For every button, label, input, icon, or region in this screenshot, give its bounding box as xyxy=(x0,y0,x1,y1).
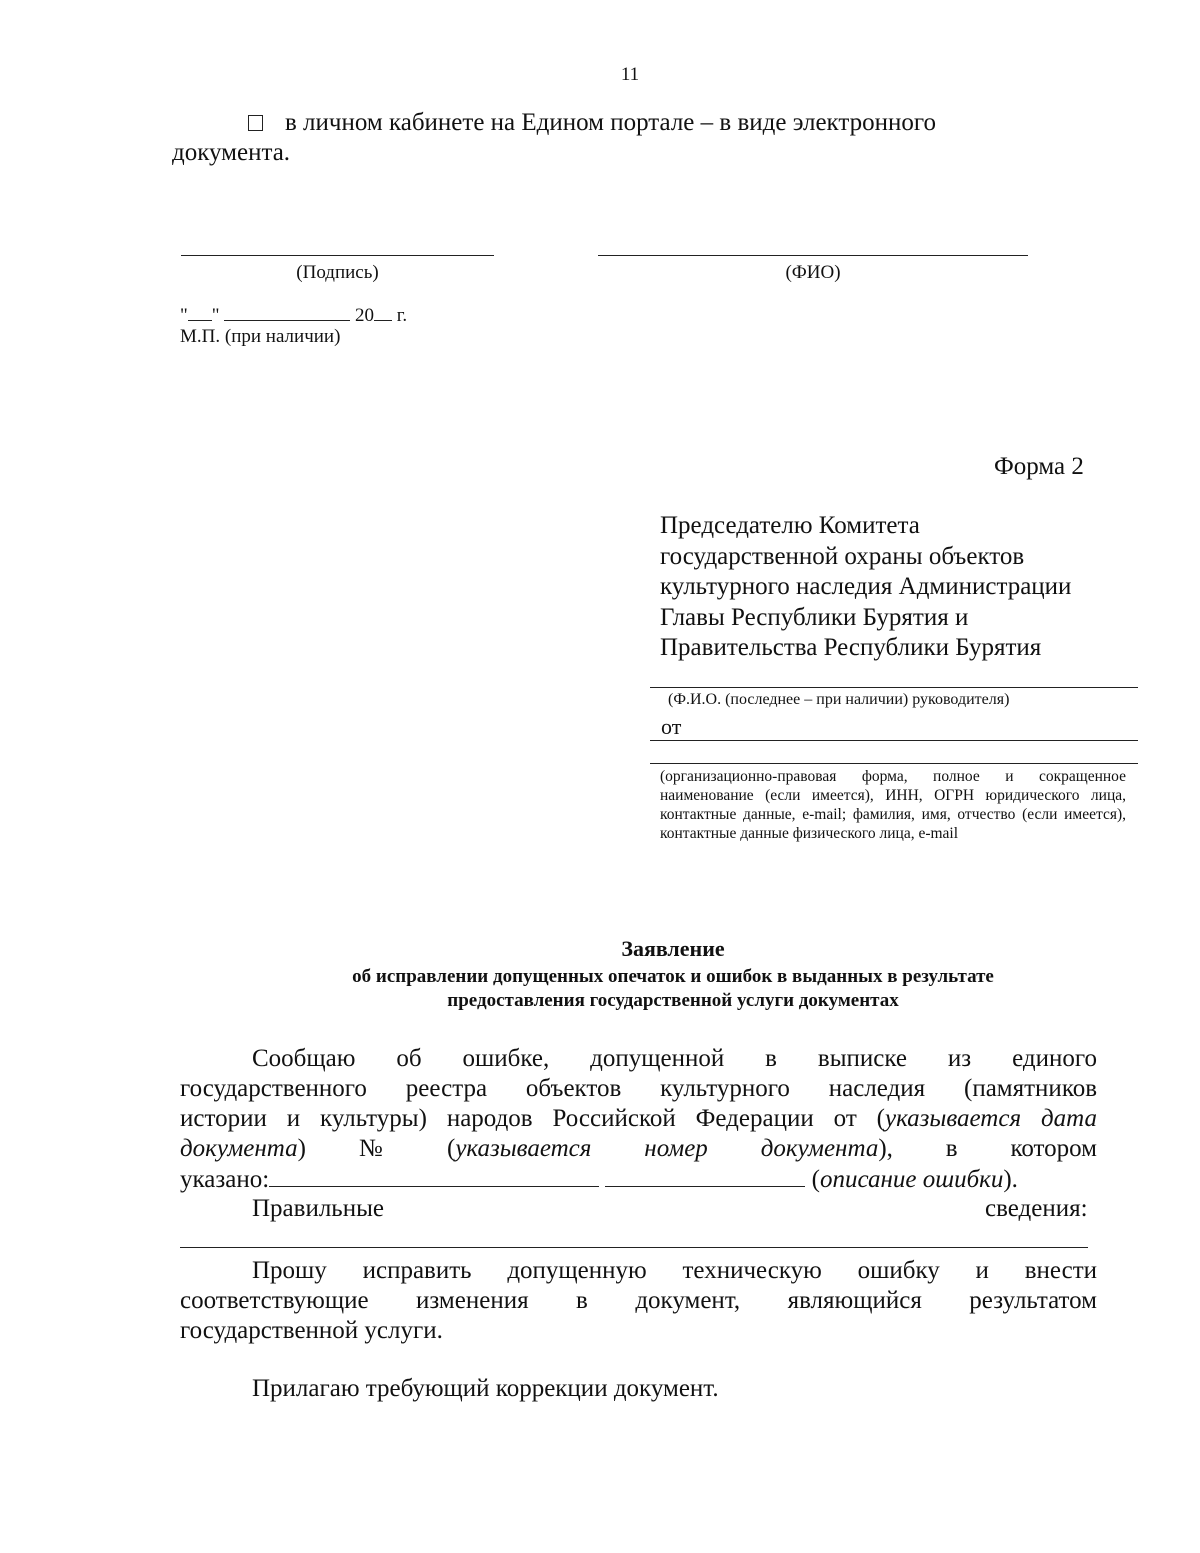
applicant-line-1[interactable] xyxy=(650,740,1138,741)
date-open-quote: " xyxy=(180,305,188,326)
body-p1-line4 xyxy=(180,1134,1097,1164)
error-blank-1[interactable] xyxy=(269,1164,599,1187)
applicant-caption: (организационно-правовая форма, полное и сокращенное наименование (если имеется), ИНН, ОГРН юридического лица, контактные данные, e-mail; фамилия, имя, отчество (если имеется), контактные данные физического лица, e-mail xyxy=(660,768,1126,842)
from-label: от xyxy=(661,714,682,739)
error-blank-2[interactable] xyxy=(605,1164,805,1187)
addressee-line: Правительства Республики Бурятия xyxy=(660,634,1042,661)
statement-title: Заявление xyxy=(621,936,725,961)
correct-info-label: Правильные xyxy=(252,1195,384,1222)
fio-caption: (ФИО) xyxy=(785,262,841,283)
correct-info-label-end: сведения: xyxy=(985,1195,1088,1222)
error-description-placeholder: описание ошибки xyxy=(820,1166,1004,1193)
month-blank[interactable] xyxy=(224,302,350,321)
addressee-line: государственной охраны объектов xyxy=(660,542,1025,570)
date-close-quote: " xyxy=(211,305,220,326)
body-p1-line4-end: ), в котором xyxy=(878,1135,1097,1162)
stamp-note: М.П. (при наличии) xyxy=(180,326,341,347)
signature-caption: (Подпись) xyxy=(296,262,379,283)
body-p1-line3-text: истории и культуры) народов Российской Федерации от ( xyxy=(180,1105,885,1132)
error-desc-close: ). xyxy=(1003,1166,1018,1193)
head-name-line[interactable] xyxy=(650,687,1138,688)
delivery-option xyxy=(248,108,936,138)
head-name-caption: (Ф.И.О. (последнее – при наличии) руководителя) xyxy=(668,691,1010,708)
doc-number-placeholder: указывается номер документа xyxy=(455,1135,879,1162)
addressee-line: культурного наследия Администрации xyxy=(660,573,1072,600)
attachment-note: Прилагаю требующий коррекции документ. xyxy=(252,1375,719,1402)
delivery-checkbox[interactable] xyxy=(248,115,263,131)
error-desc-open: ( xyxy=(811,1166,820,1193)
page-number: 11 xyxy=(620,64,640,85)
body-p1-line2: государственного реестра объектов культурного наследия (памятников xyxy=(180,1075,1097,1102)
addressee-line: Главы Республики Бурятия и xyxy=(660,603,969,631)
year-blank[interactable] xyxy=(374,302,392,321)
date-year-prefix: 20 xyxy=(355,305,375,326)
indicated-label: указано: xyxy=(180,1166,270,1193)
body-p1-line3 xyxy=(180,1104,1097,1134)
doc-number-sign: ) № ( xyxy=(297,1135,456,1162)
correct-info-line[interactable] xyxy=(180,1247,1088,1248)
applicant-line-2[interactable] xyxy=(650,763,1138,764)
delivery-option-text: в личном кабинете на Едином портале – в виде электронного xyxy=(285,109,936,136)
doc-word: документа xyxy=(180,1135,298,1162)
signature-line[interactable] xyxy=(181,255,494,256)
date-line xyxy=(180,302,407,327)
day-blank[interactable] xyxy=(188,302,212,321)
delivery-option-continuation: документа. xyxy=(172,139,291,166)
addressee-block xyxy=(660,511,1071,664)
statement-subtitle-line2: предоставления государственной услуги документах xyxy=(447,990,899,1011)
body-p1-line1: Сообщаю об ошибке, допущенной в выписке из единого xyxy=(252,1045,1097,1072)
body-p3-line3: государственной услуги. xyxy=(180,1317,443,1344)
addressee-line: Председателю Комитета xyxy=(660,512,920,539)
statement-subtitle-line1: об исправлении допущенных опечаток и ошибок в выданных в результате xyxy=(352,966,994,987)
fio-line[interactable] xyxy=(598,255,1028,256)
form-label: Форма 2 xyxy=(994,453,1084,480)
body-p1-line5 xyxy=(180,1164,1018,1195)
body-p3-line2: соответствующие изменения в документ, являющийся результатом xyxy=(180,1287,1097,1314)
doc-date-placeholder: указывается дата xyxy=(885,1105,1098,1132)
date-year-suffix: г. xyxy=(396,305,408,326)
body-p3-line1: Прошу исправить допущенную техническую ошибку и внести xyxy=(252,1257,1097,1284)
